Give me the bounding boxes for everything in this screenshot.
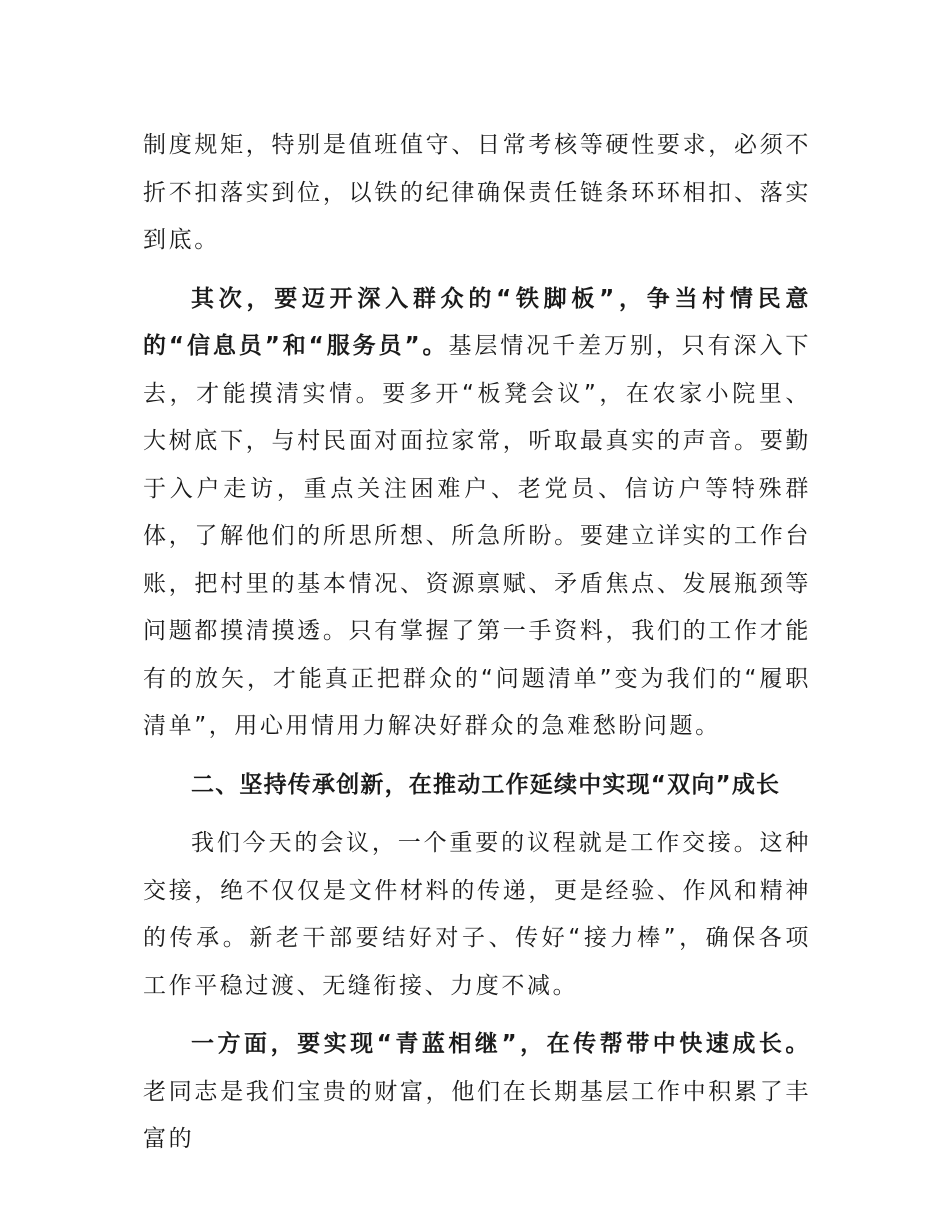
paragraph-going-deep-to-masses — [143, 276, 811, 751]
section-heading-text: 二、坚持传承创新，在推动工作延续中实现“双向”成长 — [191, 771, 781, 798]
paragraph-lead-sentence: 一方面，要实现“青蓝相继”，在传帮带中快速成长。 — [191, 1031, 811, 1057]
paragraph-text: 我们今天的会议，一个重要的议程就是工作交接。这种交接，绝不仅仅是文件材料的传递，更是经验、作风和精神的传承。新老干部要结好对子、传好“接力棒”，确保各项工作平稳过渡、无缝衔接、力度不减。 — [143, 830, 811, 999]
paragraph-text: 制度规矩，特别是值班值守、日常考核等硬性要求，必须不折不扣落实到位，以铁的纪律确保责任链条环环相扣、落实到底。 — [143, 132, 811, 253]
section-heading — [143, 762, 811, 810]
paragraph-lead-sentence: 其次，要迈开深入群众的“铁脚板”，争当村情民意的“信息员”和“服务员”。 — [143, 285, 811, 359]
paragraph-text: 老同志是我们宝贵的财富，他们在长期基层工作中积累了丰富的 — [143, 1078, 811, 1152]
paragraph-mentoring — [143, 1021, 811, 1164]
document-body — [143, 122, 811, 1164]
paragraph-work-handover — [143, 820, 811, 1010]
paragraph-text: 基层情况千差万别，只有深入下去，才能摸清实情。要多开“板凳会议”，在农家小院里、大树底下，与村民面对面拉家常，听取最真实的声音。要勤于入户走访，重点关注困难户、老党员、信访户等特殊群体，了解他们的所思所想、所急所盼。要建立详实的工作台账，把村里的基本情况、资源禀赋、矛盾焦点、发展瓶颈等问题都摸清摸透。只有掌握了第一手资料，我们的工作才能有的放矢，才能真正把群众的“问题清单”变为我们的“履职清单”，用心用情用力解决好群众的急难愁盼问题。 — [143, 333, 812, 739]
paragraph-continuation — [143, 122, 811, 265]
